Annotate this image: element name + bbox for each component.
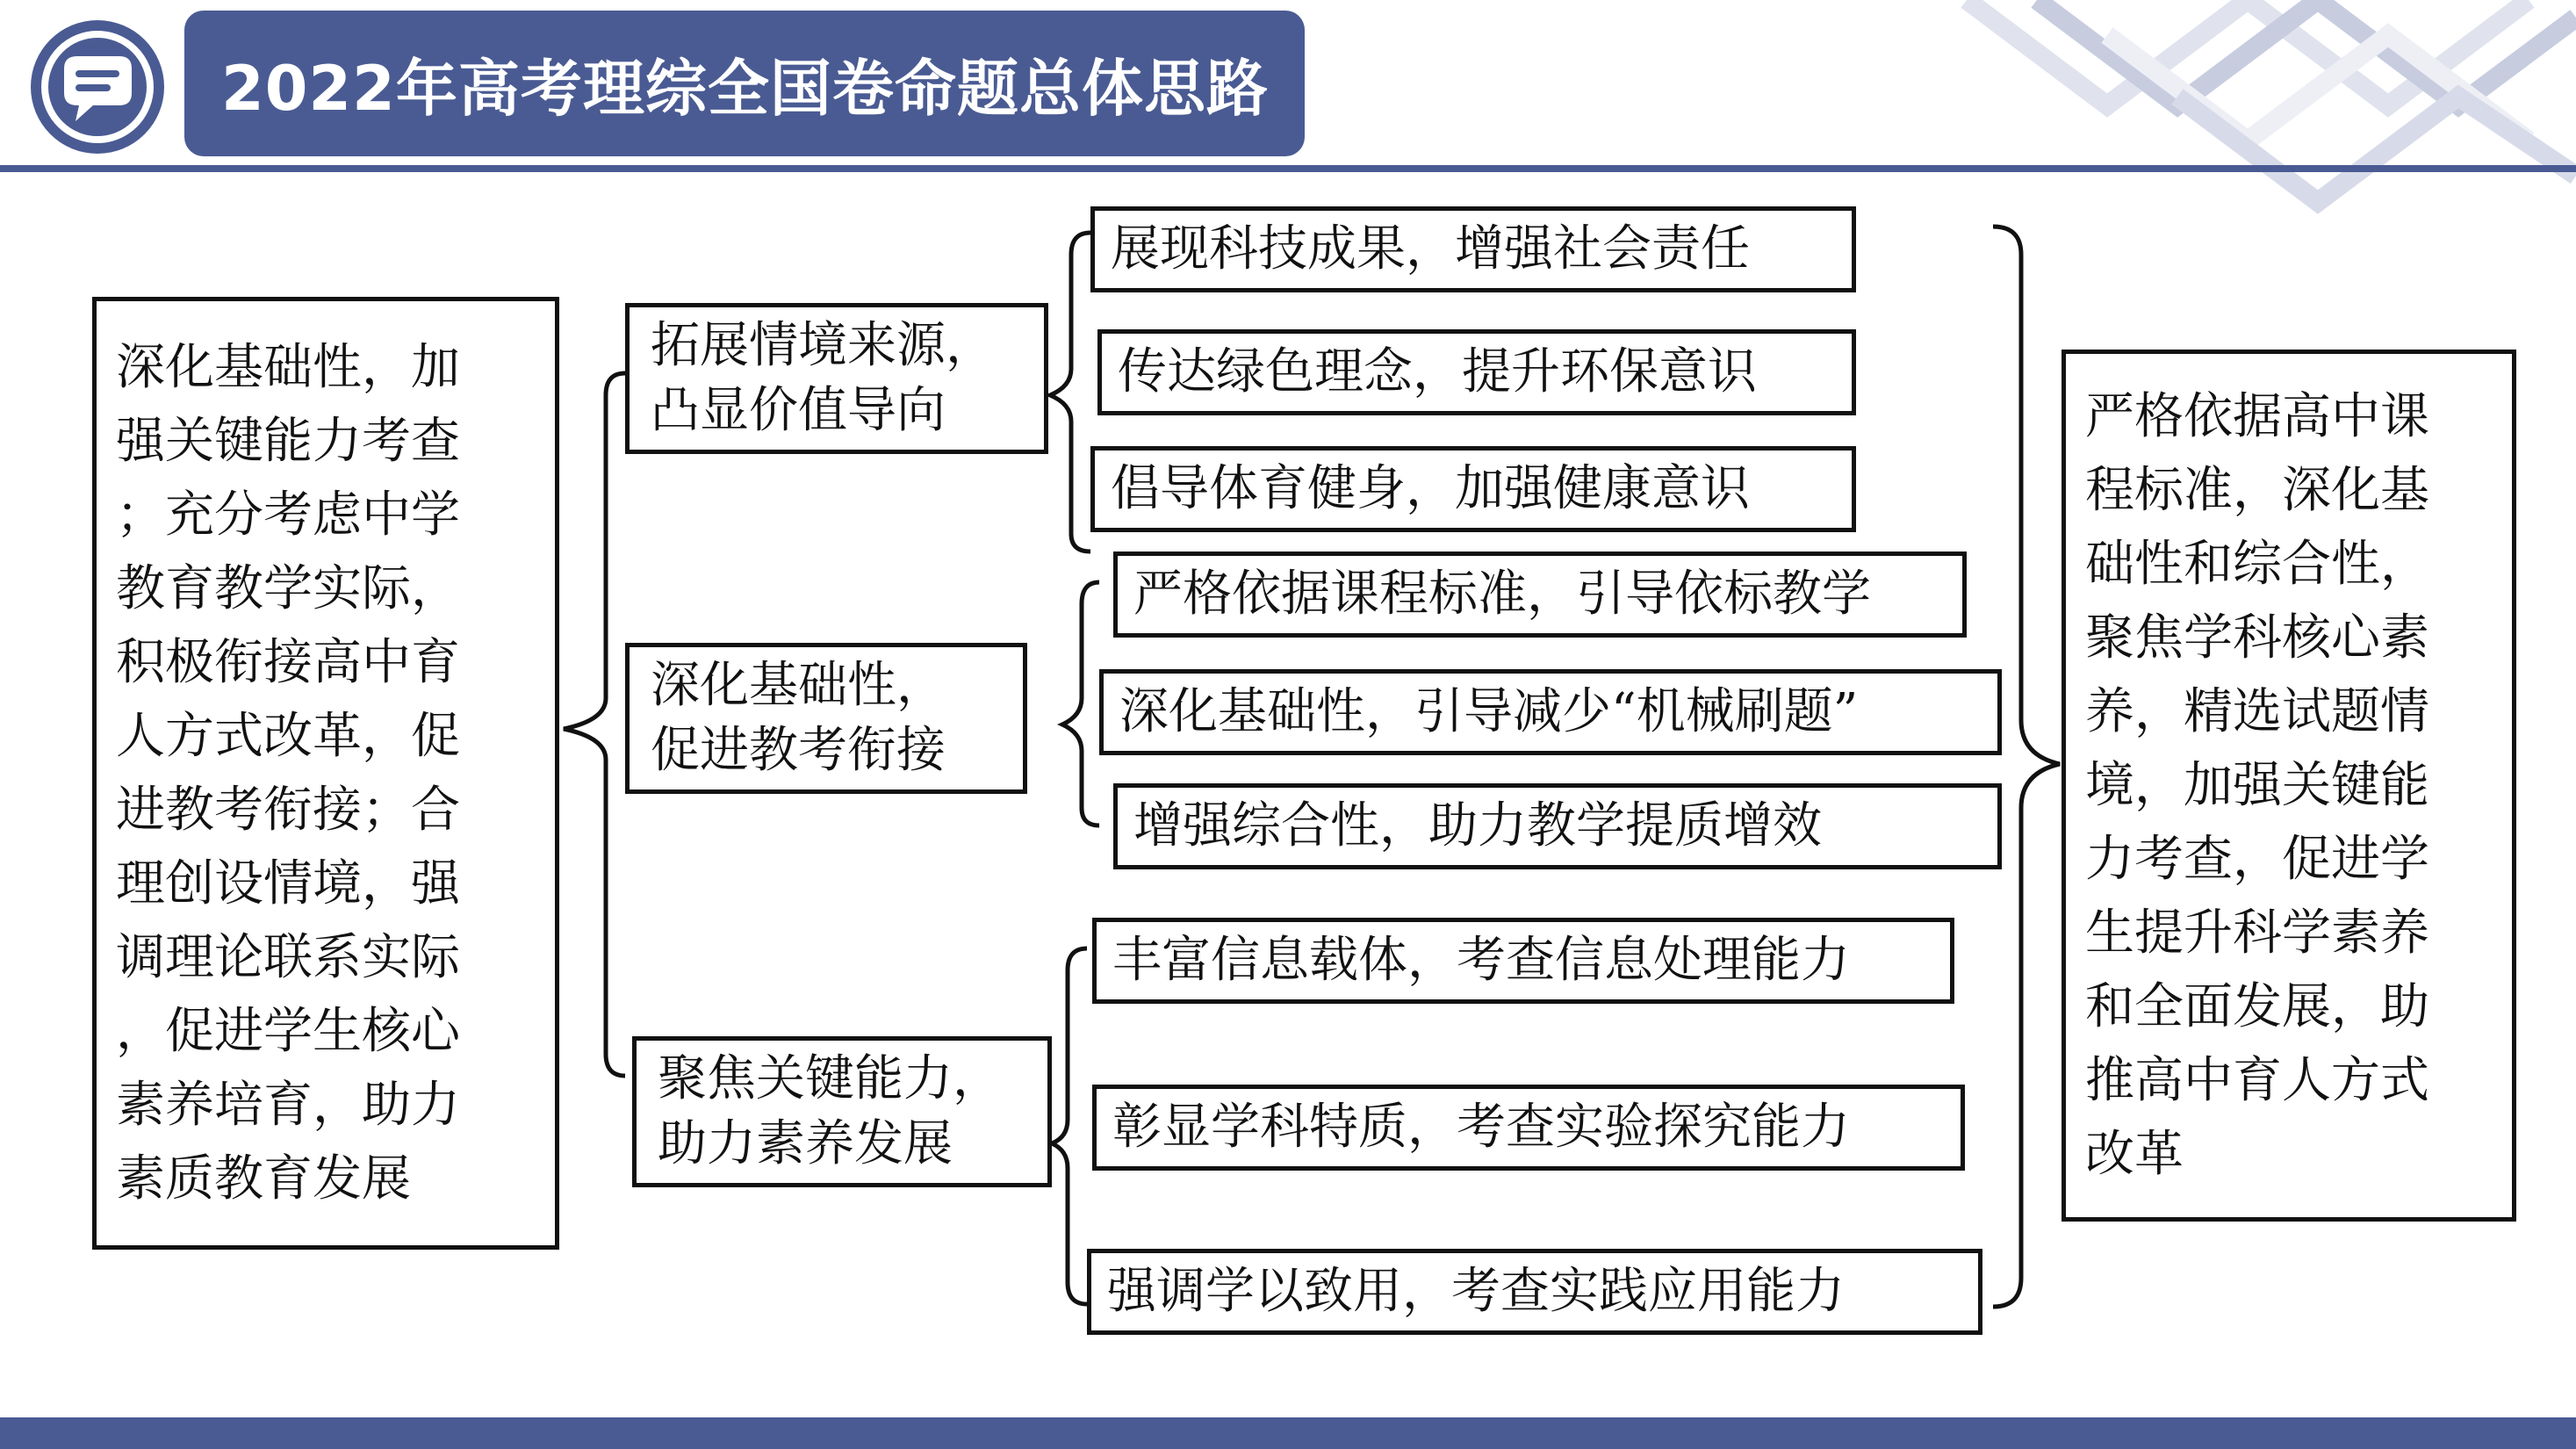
item-box-2-2: [1099, 669, 2002, 755]
item-box-1-3: [1090, 446, 1856, 532]
item-box-2-3: [1113, 783, 2002, 869]
brace-group-1: [1050, 233, 1090, 551]
group-label-1: 拓展情境来源， 凸显价值导向: [651, 317, 995, 439]
right-summary-box: [2062, 350, 2516, 1222]
left-summary-text: 深化基础性，加 强关键能力考查 ；充分考虑中学 教育教学实际， 积极衔接高中育 人方式改革，促 进教考衔接；合 理创设情境，强 调理论联系实际 ，促进学生核心 素养培育，助力 素质教育发展: [116, 338, 460, 1208]
item-text: 展现科技成果，增强社会责任: [1111, 220, 1750, 278]
left-summary-box: [92, 297, 559, 1250]
right-summary-text: 严格依据高中课 程标准，深化基 础性和综合性， 聚焦学科核心素 养，精选试题情 境，加强关键能 力考查，促进学 生提升科学素养 和全面发展，助 推高中育人方式 改革: [2085, 387, 2429, 1183]
item-text: 丰富信息载体，考查信息处理能力: [1112, 932, 1850, 989]
item-text: 倡导体育健身，加强健康意识: [1111, 460, 1750, 517]
group-box-3: [632, 1036, 1052, 1187]
item-box-1-2: [1097, 329, 1856, 415]
item-text: 彰显学科特质，考查实验探究能力: [1112, 1099, 1850, 1156]
brace-group-2: [1062, 582, 1099, 825]
group-label-3: 聚焦关键能力， 助力素养发展: [658, 1050, 1002, 1172]
page-title: 2022年高考理综全国卷命题总体思路: [221, 52, 1269, 125]
item-text: 增强综合性，助力教学提质增效: [1133, 797, 1822, 854]
item-text: 强调学以致用，考查实践应用能力: [1107, 1263, 1845, 1320]
item-box-1-1: [1090, 206, 1856, 292]
item-box-2-1: [1113, 551, 1967, 638]
brace-right: [1993, 227, 2060, 1307]
group-box-1: [625, 303, 1048, 454]
brace-group-3: [1052, 948, 1087, 1304]
item-box-3-1: [1092, 918, 1954, 1004]
item-box-3-3: [1087, 1249, 1982, 1335]
footer-bar: [0, 1417, 2576, 1449]
item-text: 深化基础性，引导减少“机械刷题”: [1119, 683, 1859, 740]
item-text: 严格依据课程标准，引导依标教学: [1133, 566, 1871, 623]
brace-left: [564, 373, 625, 1076]
item-text: 传达绿色理念，提升环保意识: [1118, 343, 1757, 400]
group-box-2: [625, 643, 1027, 794]
item-box-3-2: [1092, 1085, 1965, 1171]
group-label-2: 深化基础性， 促进教考衔接: [651, 657, 946, 779]
